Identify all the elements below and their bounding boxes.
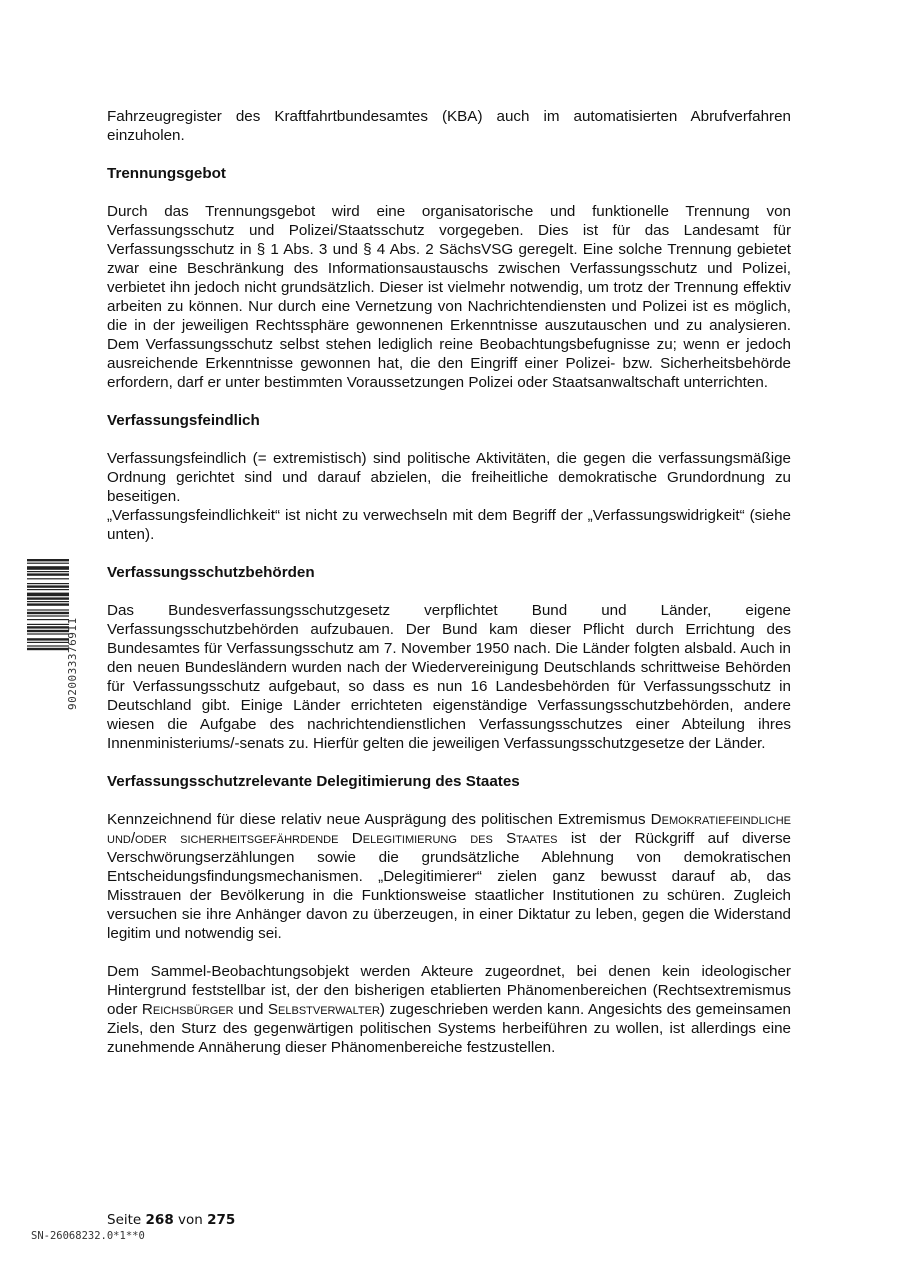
page-footer (107, 1212, 235, 1228)
heading-trennungsgebot: Trennungsgebot (107, 165, 226, 182)
paragraph-delegitimierung-2 (107, 962, 791, 1057)
text-run: ) zugeschrieben werden kann. Angesichts des gemeinsamen Ziels, den Sturz des gegenwärtigen politischen Systems herbeiführen zu wollen, ist allerdings eine zunehmende Annäherung dieser Phänomenbereiche festzustellen. (107, 1001, 791, 1056)
barcode-bar (27, 566, 69, 570)
barcode-graphic (27, 558, 69, 710)
barcode-bar (27, 624, 69, 625)
barcode-bar (27, 615, 69, 616)
smallcaps-term: Reichsbürger (141, 1001, 234, 1018)
barcode-bar (27, 648, 69, 650)
barcode-bar (27, 630, 69, 632)
smallcaps-term: Demokratiefeindliche und/oder sicherheitsgefährdende Delegitimierung des Staates (107, 811, 791, 847)
barcode-bar (27, 585, 69, 587)
current-page-number: 268 (145, 1212, 174, 1228)
barcode-bar (27, 645, 69, 646)
barcode-bar (27, 626, 69, 628)
smallcaps-term: Selbstverwalter (267, 1001, 380, 1018)
footer-of: von (178, 1212, 203, 1228)
barcode-bar (27, 583, 69, 584)
footer-label: Seite (107, 1212, 142, 1228)
heading-delegitimierung: Verfassungsschutzrelevante Delegitimierung des Staates (107, 773, 520, 790)
barcode-bar (27, 619, 69, 620)
barcode-bar (27, 571, 69, 572)
document-body (107, 107, 791, 1076)
barcode-bar (27, 573, 69, 575)
text-run: Dem Sammel-Beobachtungsobjekt werden Akteure zugeordnet, bei denen kein ideologischer Hintergrund feststellbar ist, der den bisherigen etablierten Phänomenbereichen (Rechtsextremismus oder (107, 963, 791, 1018)
barcode-bar (27, 633, 69, 634)
barcode-bar (27, 612, 69, 614)
document-code: SN-26068232.0*1**0 (31, 1230, 145, 1242)
paragraph-verfassungsschutzbehoerden: Das Bundesverfassungsschutzgesetz verpflichtet Bund und Länder, eigene Verfassungsschutzbehörden aufzubauen. Der Bund kam dieser Pflicht durch Errichtung des Bundesamtes für Verfassungsschutz am 7. November 1950 nach. Die Länder folgten alsbald. Auch in den neuen Bundesländern wurden nach der Wiedervereinigung Deutschlands schrittweise Behörden für Verfassungsschutz aufgebaut, so dass es nun 16 Landesbehörden für Verfassungsschutz in Deutschland gibt. Einige Länder errichteten eigenständige Verfassungsschutzbehörden, andere wiesen die Aufgabe des nachrichtendienstlichen Verfassungsschutzes einer Abteilung ihres Innenministeriums/-senats zu. Hierfür gelten die jeweiligen Verfassungsschutzgesetze der Länder. (107, 602, 791, 752)
barcode-bar (27, 597, 69, 599)
paragraph-trennungsgebot: Durch das Trennungsgebot wird eine organisatorische und funktionelle Trennung von Verfassungsschutz und Polizei/Staatsschutz vorgegeben. Dies ist für das Landesamt für Verfassungsschutz in § 1 Abs. 3 und § 4 Abs. 2 SächsVSG geregelt. Eine solche Trennung gebietet zwar eine Beschränkung des Informationsaustauschs zwischen Verfassungsschutz und Polizei, verbietet ihn jedoch nicht grundsätzlich. Dieser ist vielmehr notwendig, um trotz der Trennung effektiv arbeiten zu können. Nur durch eine Vernetzung von Nachrichtendiensten und Polizei ist es möglich, die in der jeweiligen Rechtssphäre gewonnenen Erkenntnisse auszutauschen und zu analysieren. Dem Verfassungsschutz selbst stehen lediglich reine Beobachtungsbefugnisse zu; wenn er jedoch ausreichende Erkenntnisse gewonnen hat, die den Eingriff einer Polizei- bzw. Sicherheitsbehörde erfordern, darf er unter bestimmten Voraussetzungen Polizei oder Staatsanwaltschaft unterrichten. (107, 203, 791, 391)
barcode-bar (27, 578, 69, 579)
barcode-bar (27, 601, 69, 602)
paragraph-verfassungsfeindlich-1: Verfassungsfeindlich (= extremistisch) sind politische Aktivitäten, die gegen die verfassungsmäßige Ordnung gerichtet sind und darauf abzielen, die freiheitliche demokratische Grundordnung zu beseitigen. (107, 450, 791, 505)
barcode-bar (27, 593, 69, 597)
barcode-bar (27, 589, 69, 590)
barcode-number: 9020033376911 (66, 617, 79, 710)
text-run: Kennzeichnend für diese relativ neue Ausprägung des politischen Extremismus (107, 811, 646, 828)
total-pages: 275 (207, 1212, 236, 1228)
paragraph-intro: Fahrzeugregister des Kraftfahrtbundesamtes (KBA) auch im automatisierten Abrufverfahren einzuholen. (107, 108, 791, 144)
barcode-bar (27, 609, 69, 610)
barcode-bar (27, 642, 69, 643)
barcode (27, 558, 71, 710)
text-run: ist der Rückgriff auf diverse Verschwörungserzählungen sowie die grundsätzliche Ablehnung von demokratischen Entscheidungsfindungsmechanismen. „Delegitimierer“ zielen ganz bewusst darauf ab, das Misstrauen der Bevölkerung in die Funktionsweise staatlicher Institutionen zu schüren. Zugleich versuchen sie ihre Anhänger davon zu überzeugen, in einer Diktatur zu leben, gegen die Widerstand legitim und notwendig sei. (107, 830, 792, 942)
barcode-bar (27, 563, 69, 564)
barcode-bar (27, 603, 69, 605)
paragraph-verfassungsfeindlich-2: „Verfassungsfeindlichkeit“ ist nicht zu verwechseln mit dem Begriff der „Verfassungswidrigkeit“ (siehe unten). (107, 507, 791, 543)
heading-verfassungsfeindlich: Verfassungsfeindlich (107, 412, 260, 429)
barcode-bar (27, 638, 69, 640)
paragraph-delegitimierung-1 (107, 810, 791, 943)
barcode-bar (27, 559, 69, 561)
heading-verfassungsschutzbehoerden: Verfassungsschutzbehörden (107, 564, 315, 581)
text-run: und (238, 1001, 264, 1018)
